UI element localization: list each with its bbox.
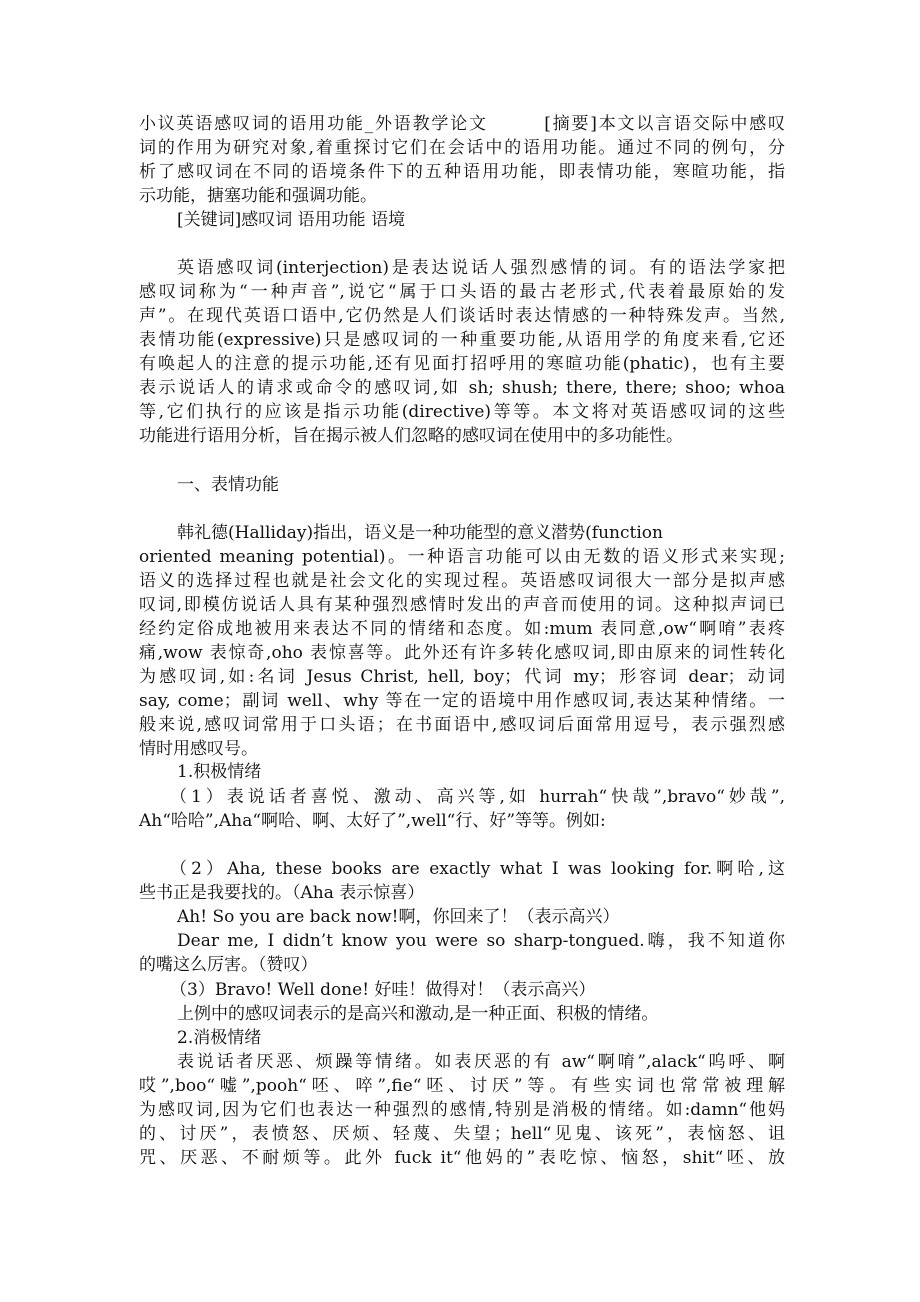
example-line: （1）表说话者喜悦、激动、高兴等,如 hurrah“快哉”,bravo“妙哉”, (170, 787, 785, 807)
abstract-line: 小议英语感叹词的语用功能_外语教学论文 [摘要]本文以言语交际中感叹 (139, 114, 785, 134)
abstract-line: 析了感叹词在不同的语境条件下的五种语用功能，即表情功能，寒暄功能，指 (139, 162, 785, 182)
example-line: （2）Aha, these books are exactly what I was looking for.啊哈,这 (170, 859, 785, 879)
intro-line: 功能进行语用分析，旨在揭示被人们忽略的感叹词在使用中的多功能性。 (139, 426, 683, 446)
section1-line: 痛,wow 表惊奇,oho 表惊喜等。此外还有许多转化感叹词,即由原来的词性转化 (139, 643, 785, 663)
section1-line: 语义的选择过程也就是社会文化的实现过程。英语感叹词很大一部分是拟声感 (139, 571, 785, 591)
section1-line: 叹词,即模仿说话人具有某种强烈感情时发出的声音而使用的词。这种拟声词已 (139, 595, 785, 615)
section1-line: 为感叹词,因为它们也表达一种强烈的感情,特别是消极的情绪。如:damn“他妈 (139, 1100, 785, 1120)
section1-line: 经约定俗成地被用来表达不同的情绪和态度。如:mum 表同意,ow“啊唷”表疼 (139, 619, 785, 639)
example-line: Dear me, I didn’t know you were so sharp-tongued.嗨，我不知道你 (177, 931, 785, 951)
section1-line: 的、讨厌”，表愤怒、厌烦、轻蔑、失望；hell“见鬼、该死”，表恼怒、诅 (139, 1124, 785, 1144)
subsection-heading: 1.积极情绪 (177, 762, 262, 782)
section1-line: 表说话者厌恶、烦躁等情绪。如表厌恶的有 aw“啊唷”,alack“呜呼、啊 (177, 1052, 785, 1072)
intro-line: 表情功能(expressive)只是感叹词的一种重要功能,从语用学的角度来看,它还 (139, 330, 785, 350)
section1-line: say, come；副词 well、why 等在一定的语境中用作感叹词,表达某种情绪。一 (139, 691, 785, 711)
example-line: （3）Bravo! Well done! 好哇！做得对！（表示高兴） (170, 980, 596, 1000)
section1-line: oriented meaning potential)。一种语言功能可以由无数的语义形式来实现; (139, 547, 785, 567)
intro-line: 英语感叹词(interjection)是表达说话人强烈感情的词。有的语法学家把 (177, 258, 785, 278)
subsection-heading: 2.消极情绪 (177, 1028, 262, 1048)
section1-line: 咒、厌恶、不耐烦等。此外 fuck it“他妈的”表吃惊、恼怒，shit“呸、放 (139, 1148, 785, 1168)
section1-line: 情时用感叹号。 (139, 739, 258, 759)
section1-line: 为感叹词,如:名词 Jesus Christ, hell, boy；代词 my；形容词 dear；动词 (139, 667, 785, 687)
section1-line: 般来说,感叹词常用于口头语；在书面语中,感叹词后面常用逗号，表示强烈感 (139, 715, 785, 735)
intro-line: 感叹词称为“一种声音”,说它“属于口头语的最古老形式,代表着最原始的发 (139, 282, 785, 302)
intro-line: 表示说话人的请求或命令的感叹词,如 sh; shush; there, there; shoo; whoa (139, 378, 785, 398)
abstract-line: 示功能，搪塞功能和强调功能。 (139, 186, 377, 206)
summary-line: 上例中的感叹词表示的是高兴和激动,是一种正面、积极的情绪。 (177, 1004, 659, 1024)
example-line: Ah! So you are back now!啊，你回来了！（表示高兴） (177, 907, 620, 927)
example-line: 些书正是我要找的。（Aha 表示惊喜） (139, 883, 425, 903)
example-line: Ah“哈哈”,Aha“啊哈、啊、太好了”,well“行、好”等等。例如: (139, 811, 606, 831)
abstract-line: 词的作用为研究对象,着重探讨它们在会话中的语用功能。通过不同的例句，分 (139, 138, 785, 158)
example-line: 的嘴这么厉害。（赞叹） (139, 955, 318, 975)
intro-line: 等,它们执行的应该是指示功能(directive)等等。本文将对英语感叹词的这些 (139, 402, 785, 422)
intro-line: 有唤起人的注意的提示功能,还有见面打招呼用的寒暄功能(phatic)，也有主要 (139, 354, 785, 374)
section1-line: 哎”,boo“嘘”,pooh“呸、啐”,fie“呸、讨厌”等。有些实词也常常被理解 (139, 1076, 785, 1096)
section1-line: 韩礼德(Halliday)指出，语义是一种功能型的意义潜势(function (177, 523, 663, 543)
keywords-line: [关键词]感叹词 语用功能 语境 (177, 210, 406, 230)
section-heading: 一、表情功能 (177, 475, 279, 495)
intro-line: 声”。在现代英语口语中,它仍然是人们谈话时表达情感的一种特殊发声。当然, (139, 306, 785, 326)
